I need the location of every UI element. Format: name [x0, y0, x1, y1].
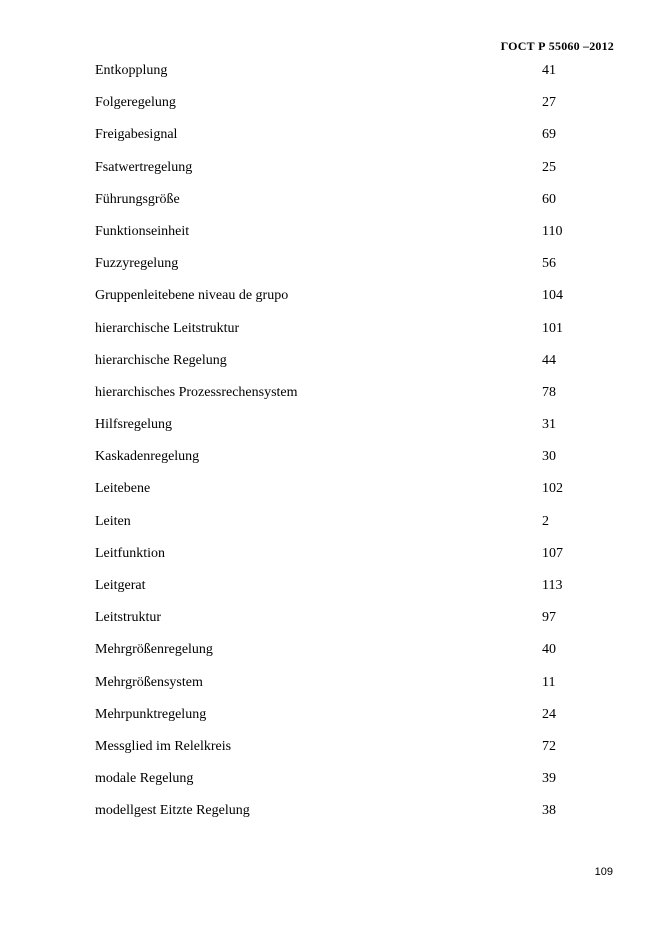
index-term: Freigabesignal	[95, 127, 178, 143]
index-page-ref: 25	[542, 159, 556, 175]
index-term: Führungsgröße	[95, 191, 180, 207]
index-page-ref: 24	[542, 706, 556, 722]
index-entry	[95, 253, 615, 285]
index-page-ref: 31	[542, 417, 556, 433]
index-list	[95, 60, 615, 833]
index-term: modellgest Eitzte Regelung	[95, 803, 250, 819]
index-term: Mehrgrößenregelung	[95, 642, 213, 658]
index-page-ref: 2	[542, 513, 549, 529]
index-term: Kaskadenregelung	[95, 449, 200, 465]
index-page-ref: 56	[542, 256, 556, 272]
index-term: Mehrgrößensystem	[95, 674, 203, 690]
index-entry	[95, 414, 615, 446]
index-term: Leiten	[95, 513, 131, 529]
index-term: Leitstruktur	[95, 610, 162, 626]
index-term: Leitgerat	[95, 578, 146, 593]
index-page-ref: 104	[542, 288, 563, 304]
index-entry	[95, 318, 615, 350]
standard-header: ГОСТ Р 55060 –2012	[500, 39, 614, 53]
index-page-ref: 11	[542, 674, 556, 690]
page-number: 109	[594, 866, 613, 878]
index-entry	[95, 639, 615, 671]
index-page-ref: 107	[542, 545, 563, 561]
index-page-ref: 39	[542, 771, 556, 787]
index-term: Gruppenleitebene niveau de grupo	[95, 288, 289, 304]
index-page-ref: 110	[542, 223, 563, 239]
index-entry	[95, 704, 615, 736]
index-entry	[95, 285, 615, 317]
index-page-ref: 69	[542, 127, 556, 143]
index-page-ref: 113	[542, 578, 563, 593]
index-entry	[95, 382, 615, 414]
index-term: hierarchisches Prozessrechensystem	[95, 384, 298, 400]
index-entry	[95, 768, 615, 800]
index-term: Messglied im Relelkreis	[95, 738, 232, 754]
index-entry	[95, 157, 615, 189]
index-entry	[95, 800, 615, 832]
index-page-ref: 78	[542, 384, 556, 400]
index-term: Hilfsregelung	[95, 417, 172, 433]
index-page-ref: 41	[542, 63, 556, 78]
index-page-ref: 60	[542, 191, 556, 207]
index-entry	[95, 189, 615, 221]
index-term: Fuzzyregelung	[95, 256, 179, 272]
index-entry	[95, 92, 615, 124]
index-term: Folgeregelung	[95, 95, 176, 111]
index-term: Leitebene	[95, 481, 151, 497]
index-term: hierarchische Regelung	[95, 352, 227, 368]
index-term: Entkopplung	[95, 63, 168, 78]
index-entry	[95, 350, 615, 382]
index-term: Funktionseinheit	[95, 223, 190, 239]
index-page-ref: 40	[542, 642, 556, 658]
index-entry	[95, 124, 615, 156]
index-entry	[95, 607, 615, 639]
index-term: hierarchische Leitstruktur	[95, 320, 240, 336]
index-page-ref: 102	[542, 481, 563, 497]
index-term: modale Regelung	[95, 771, 194, 787]
index-page-ref: 72	[542, 738, 556, 754]
index-page-ref: 38	[542, 803, 556, 819]
index-entry	[95, 478, 615, 510]
index-entry	[95, 575, 615, 607]
index-entry	[95, 60, 615, 92]
index-page-ref: 44	[542, 352, 556, 368]
index-entry	[95, 446, 615, 478]
index-page-ref: 97	[542, 610, 556, 626]
index-entry	[95, 221, 615, 253]
index-term: Mehrpunktregelung	[95, 706, 207, 722]
index-entry	[95, 736, 615, 768]
index-entry	[95, 511, 615, 543]
index-page-ref: 101	[542, 320, 563, 336]
index-term: Fsatwertregelung	[95, 159, 193, 175]
index-page-ref: 27	[542, 95, 556, 111]
index-entry	[95, 672, 615, 704]
index-term: Leitfunktion	[95, 545, 165, 561]
index-entry	[95, 543, 615, 575]
index-page-ref: 30	[542, 449, 556, 465]
